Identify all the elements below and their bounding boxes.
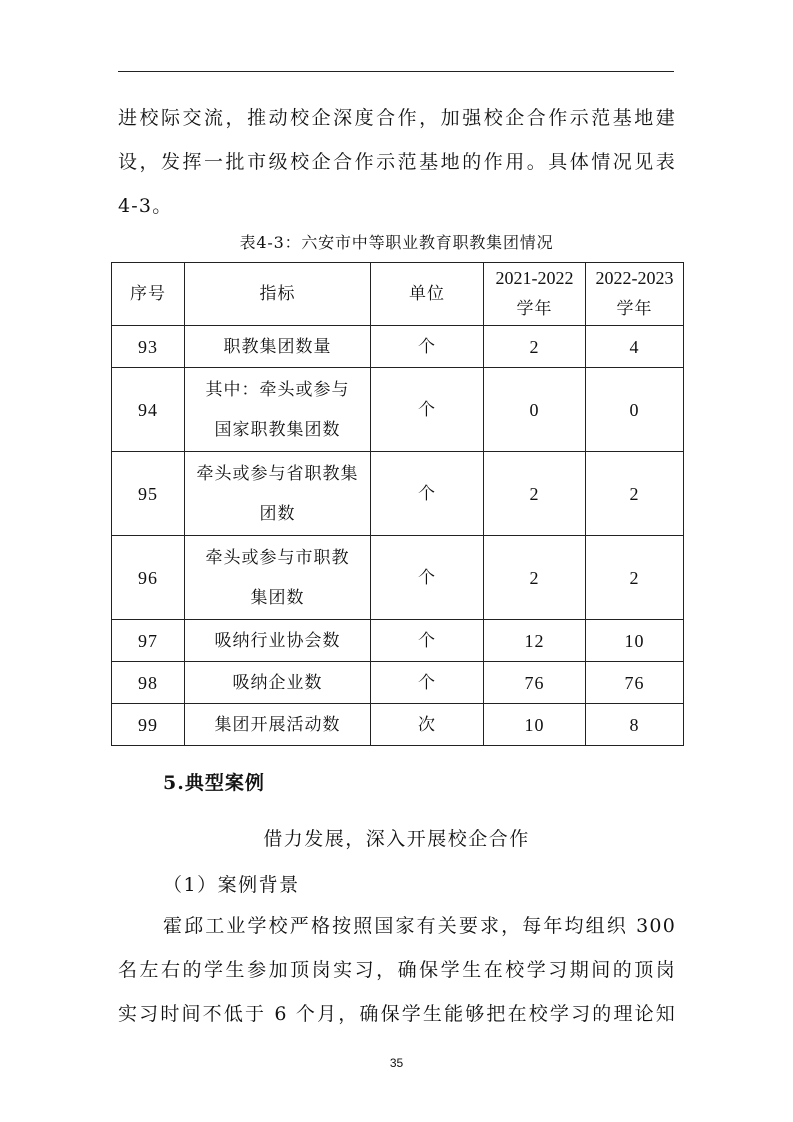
table-row xyxy=(112,452,684,536)
page-number: 35 xyxy=(389,1056,404,1070)
case-line: 实习时间不低于 6 个月，确保学生能够把在校学习的理论知 xyxy=(118,1003,676,1025)
table-caption: 表4-3：六安市中等职业教育职教集团情况 xyxy=(239,233,554,252)
cell-indicator xyxy=(185,536,371,620)
cell-seq: 94 xyxy=(112,368,185,452)
cell-indicator-line: 集团数 xyxy=(250,587,305,608)
cell-indicator: 吸纳企业数 xyxy=(185,662,371,704)
cell-value-2021-2022: 0 xyxy=(484,368,586,452)
cell-value-2021-2022: 2 xyxy=(484,536,586,620)
cell-seq: 99 xyxy=(112,704,185,746)
cell-unit: 个 xyxy=(371,452,484,536)
cell-indicator-line: 国家职教集团数 xyxy=(214,419,341,440)
header-year-suffix: 学年 xyxy=(616,299,653,319)
header-rule xyxy=(118,71,674,72)
cell-unit: 个 xyxy=(371,662,484,704)
cell-value-2022-2023: 8 xyxy=(586,704,684,746)
cell-value-2021-2022: 10 xyxy=(484,704,586,746)
table-row xyxy=(112,704,684,746)
header-unit: 单位 xyxy=(371,263,484,326)
cell-seq: 97 xyxy=(112,620,185,662)
cell-indicator xyxy=(185,368,371,452)
cell-value-2021-2022: 12 xyxy=(484,620,586,662)
table-header-row xyxy=(112,263,684,326)
vocational-group-table xyxy=(111,262,684,746)
cell-value-2022-2023: 2 xyxy=(586,452,684,536)
cell-value-2022-2023: 10 xyxy=(586,620,684,662)
case-title: 借力发展，深入开展校企合作 xyxy=(263,828,530,850)
header-year-2021-2022 xyxy=(484,263,586,326)
cell-seq: 98 xyxy=(112,662,185,704)
cell-value-2022-2023: 2 xyxy=(586,536,684,620)
intro-line: 进校际交流，推动校企深度合作，加强校企合作示范基地建 xyxy=(118,107,676,129)
header-indicator: 指标 xyxy=(185,263,371,326)
case-paragraph xyxy=(118,904,676,1036)
table-row xyxy=(112,536,684,620)
cell-value-2021-2022: 2 xyxy=(484,452,586,536)
cell-seq: 93 xyxy=(112,326,185,368)
cell-indicator-line: 团数 xyxy=(259,503,296,524)
cell-seq: 96 xyxy=(112,536,185,620)
intro-paragraph xyxy=(118,96,676,228)
cell-value-2022-2023: 76 xyxy=(586,662,684,704)
cell-unit: 个 xyxy=(371,368,484,452)
cell-indicator-line: 其中：牵头或参与 xyxy=(205,379,350,400)
header-year-range: 2021-2022 xyxy=(495,268,574,288)
intro-line: 4-3。 xyxy=(118,195,173,217)
cell-value-2022-2023: 4 xyxy=(586,326,684,368)
header-year-2022-2023 xyxy=(586,263,684,326)
case-line: 名左右的学生参加顶岗实习，确保学生在校学习期间的顶岗 xyxy=(118,959,676,981)
cell-unit: 个 xyxy=(371,326,484,368)
header-year-range: 2022-2023 xyxy=(595,268,674,288)
section-title: 5.典型案例 xyxy=(163,772,265,794)
cell-value-2021-2022: 2 xyxy=(484,326,586,368)
table-row xyxy=(112,620,684,662)
cell-indicator: 集团开展活动数 xyxy=(185,704,371,746)
cell-indicator: 职教集团数量 xyxy=(185,326,371,368)
cell-unit: 个 xyxy=(371,620,484,662)
case-line: 霍邱工业学校严格按照国家有关要求，每年均组织 300 xyxy=(163,915,676,937)
header-year-suffix: 学年 xyxy=(516,299,553,319)
cell-value-2021-2022: 76 xyxy=(484,662,586,704)
table-row xyxy=(112,662,684,704)
cell-unit: 次 xyxy=(371,704,484,746)
cell-unit: 个 xyxy=(371,536,484,620)
intro-line: 设，发挥一批市级校企合作示范基地的作用。具体情况见表 xyxy=(118,151,676,173)
cell-indicator-line: 牵头或参与省职教集 xyxy=(196,463,359,484)
cell-seq: 95 xyxy=(112,452,185,536)
cell-value-2022-2023: 0 xyxy=(586,368,684,452)
cell-indicator-line: 牵头或参与市职教 xyxy=(205,547,350,568)
table-row xyxy=(112,368,684,452)
header-seq: 序号 xyxy=(112,263,185,326)
case-subheading: （1）案例背景 xyxy=(163,874,300,896)
cell-indicator xyxy=(185,452,371,536)
table-row xyxy=(112,326,684,368)
cell-indicator: 吸纳行业协会数 xyxy=(185,620,371,662)
